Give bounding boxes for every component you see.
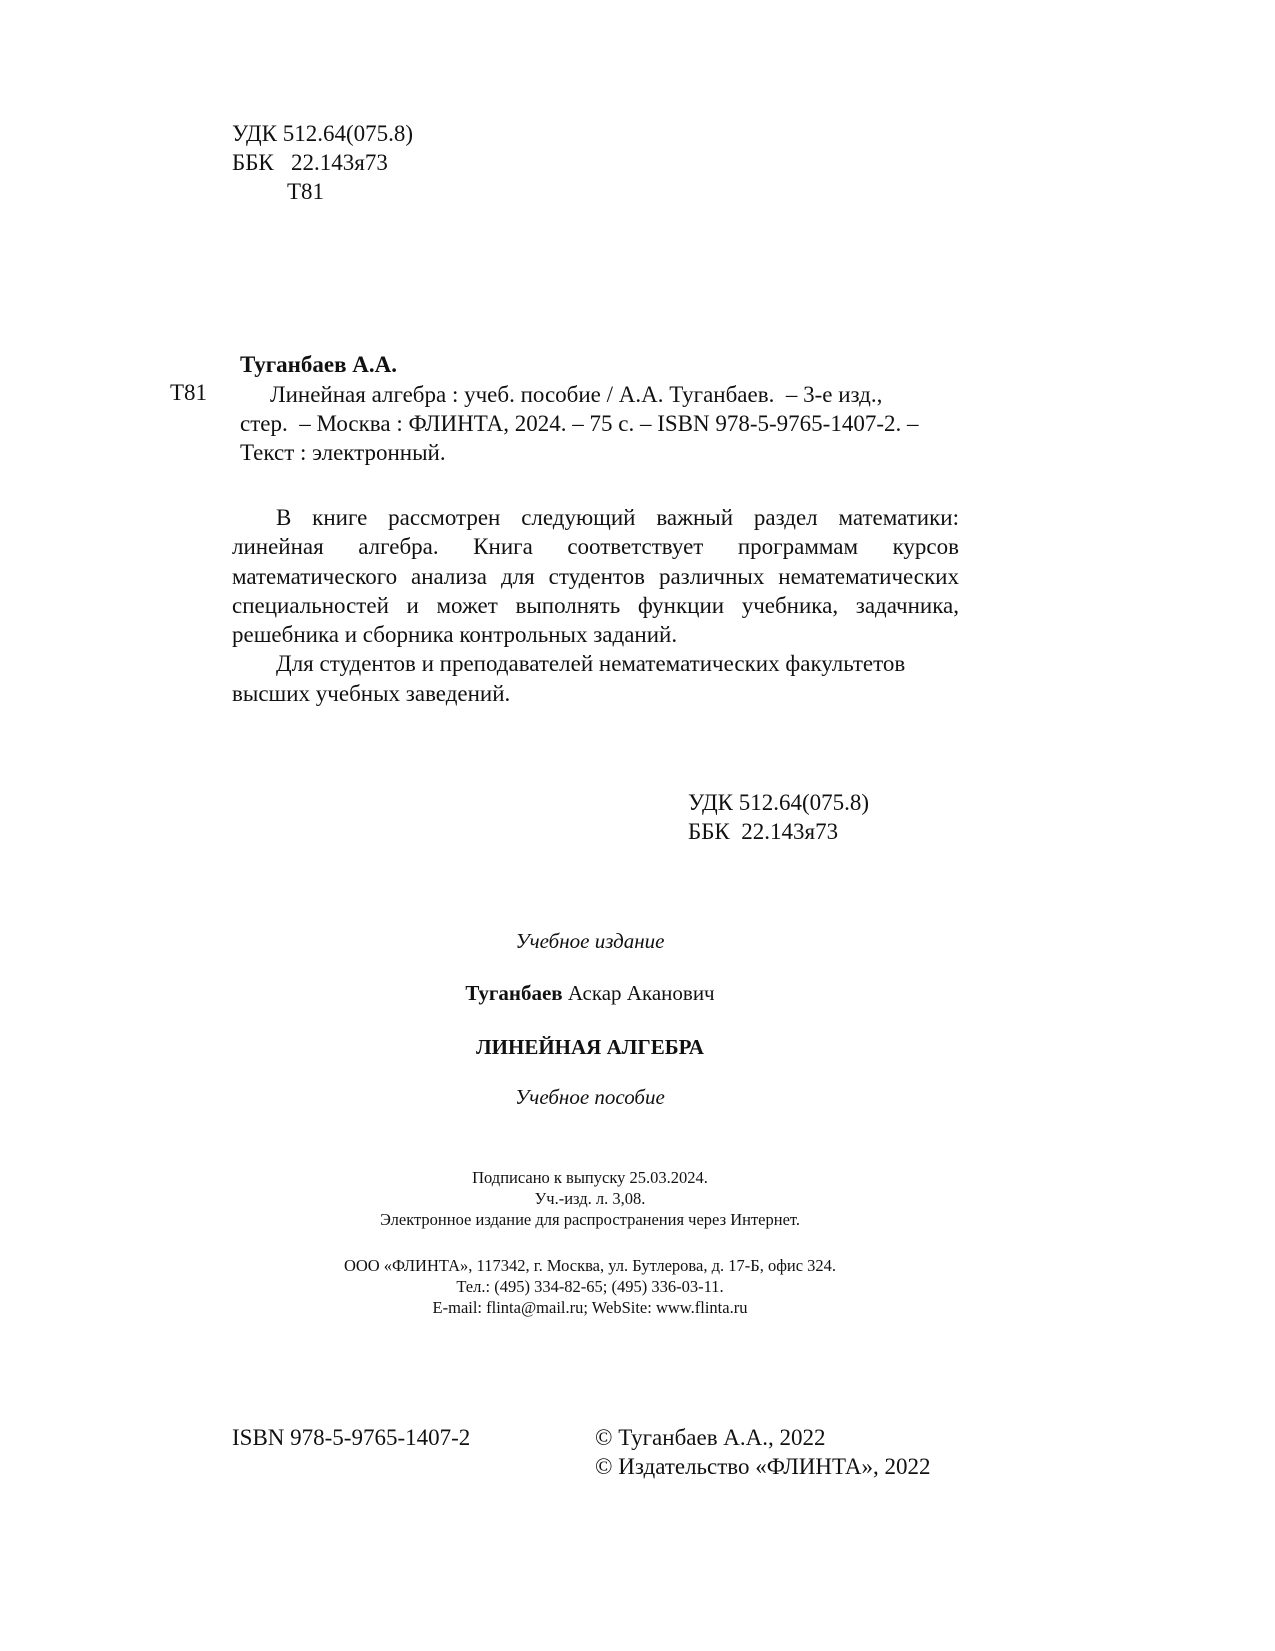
annotation [232, 503, 959, 708]
author-surname: Туганбаев [465, 981, 563, 1005]
author-code-side: Т81 [170, 380, 208, 405]
publisher-phone: Тел.: (495) 334-82-65; (495) 336-03-11. [456, 1277, 724, 1296]
bibliographic-line-3: Текст : электронный. [240, 440, 446, 465]
author-given-names: Аскар Аканович [562, 981, 715, 1005]
publisher-address: ООО «ФЛИНТА», 117342, г. Москва, ул. Бутлерова, д. 17-Б, офис 324. [343, 1256, 837, 1275]
publisher-contacts: E-mail: flinta@mail.ru; WebSite: www.flinta.ru [432, 1298, 748, 1317]
release-signed-date: Подписано к выпуску 25.03.2024. [472, 1168, 708, 1187]
isbn: ISBN 978-5-9765-1407-2 [232, 1425, 471, 1450]
book-title: ЛИНЕЙНАЯ АЛГЕБРА [476, 1035, 704, 1059]
publication-sheets: Уч.-изд. л. 3,08. [534, 1189, 646, 1208]
bibliographic-line-2: стер. – Москва : ФЛИНТА, 2024. – 75 с. – ISBN 978-5-9765-1407-2. – [240, 411, 919, 436]
copyright-publisher: © Издательство «ФЛИНТА», 2022 [595, 1454, 931, 1479]
book-type: Учебное пособие [515, 1085, 665, 1109]
bbk-code-top: ББК 22.143я73 [232, 150, 388, 175]
electronic-edition-note: Электронное издание для распространения через Интернет. [379, 1210, 801, 1229]
edition-type: Учебное издание [515, 929, 665, 953]
bbk-code-bottom: ББК 22.143я73 [688, 819, 839, 844]
annotation-paragraph: В книге рассмотрен следующий важный раздел математики: линейная алгебра. Книга соответствует программам курсов математического анализа для студентов различных нематематических специальностей и может выполнять функции учебника, задачника, решебника и сборника контрольных заданий. [232, 505, 959, 648]
annotation-audience: Для студентов и преподавателей нематематических факультетов высших учебных заведений. [232, 651, 906, 706]
full-author-name [0, 980, 1180, 1007]
bibliographic-line-1: Линейная алгебра : учеб. пособие / А.А. Туганбаев. – 3-е изд., [270, 382, 883, 407]
udk-code-top: УДК 512.64(075.8) [232, 121, 414, 146]
author-heading: Туганбаев А.А. [240, 352, 397, 377]
udk-code-bottom: УДК 512.64(075.8) [688, 790, 870, 815]
author-code-top: Т81 [287, 179, 325, 204]
copyright-author: © Туганбаев А.А., 2022 [595, 1425, 826, 1450]
